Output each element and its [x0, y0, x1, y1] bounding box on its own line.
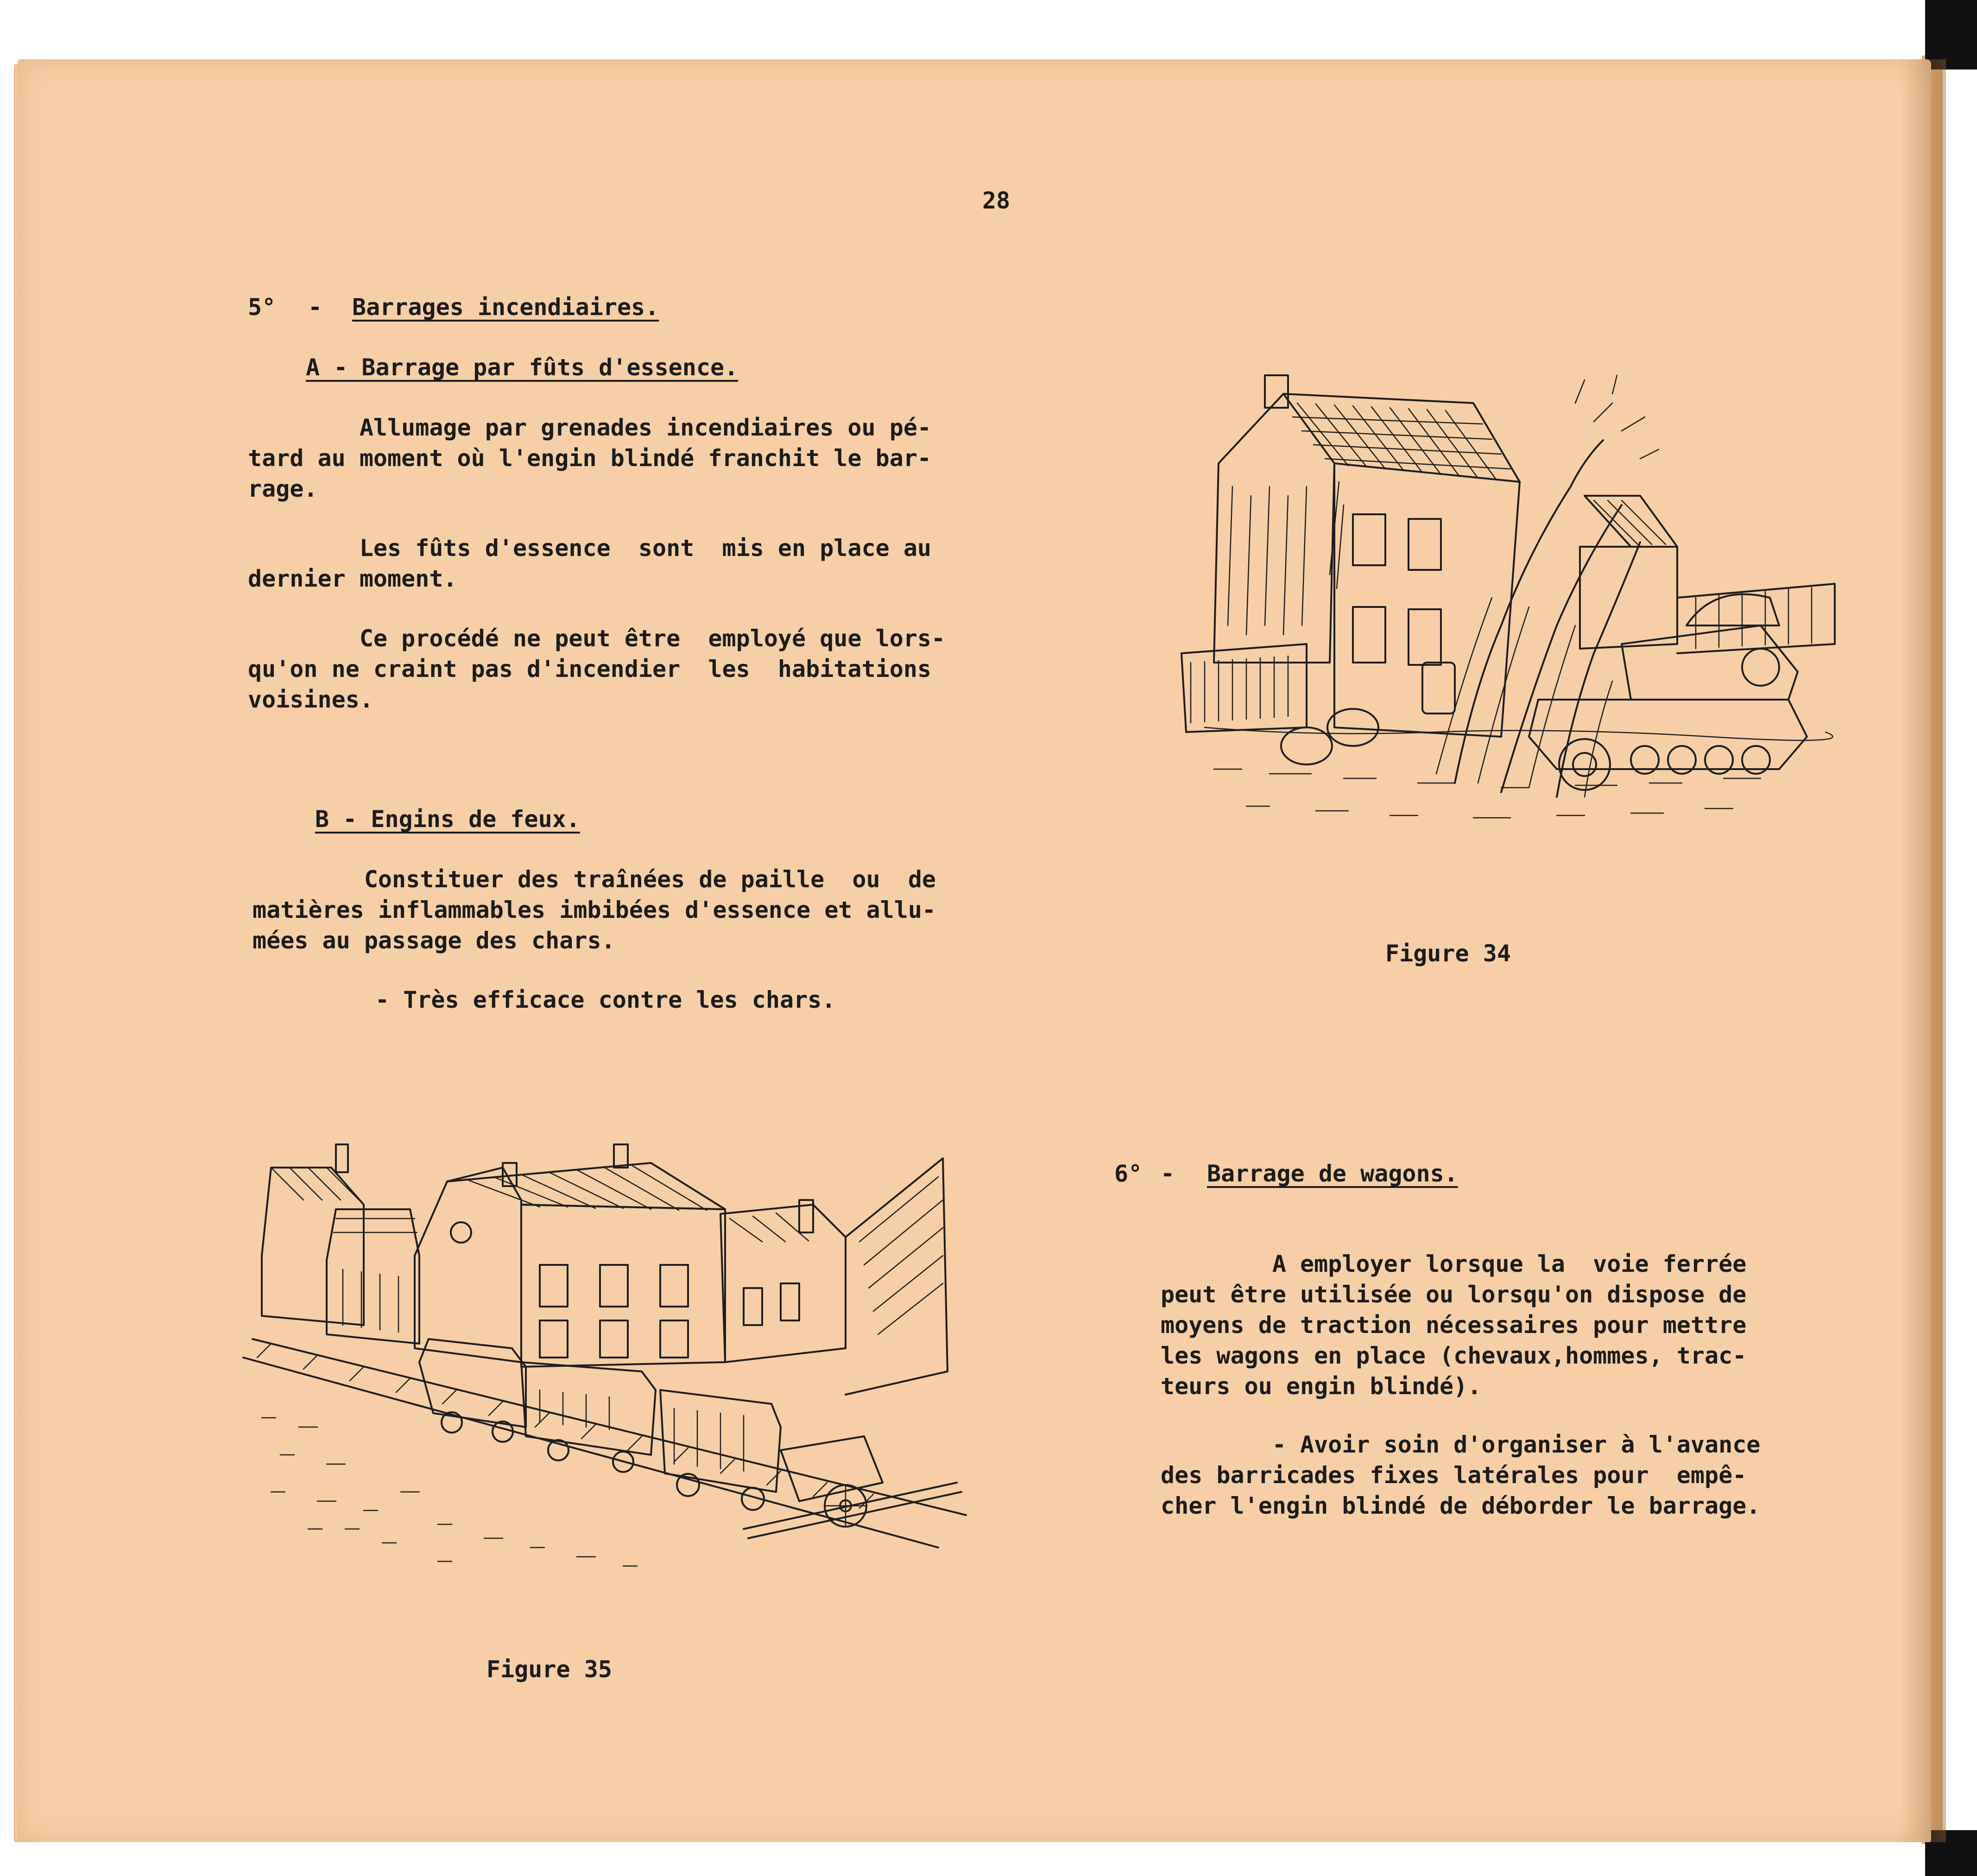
section6-paragraph2 [1161, 1429, 1760, 1521]
window [660, 1265, 688, 1307]
window [540, 1265, 568, 1307]
tank-body [1622, 625, 1798, 700]
wagon-wheel [493, 1421, 513, 1442]
section5-dash: - [308, 294, 322, 321]
window [1409, 609, 1441, 665]
subA-paragraph1 [248, 412, 931, 504]
figure35-illustration [243, 1131, 975, 1585]
house-gable [1214, 394, 1334, 663]
main-facade [521, 1205, 725, 1367]
window [600, 1320, 628, 1358]
section6-number: 6° [1114, 1160, 1143, 1187]
subB-paragraph1 [253, 864, 936, 956]
section6-p1-line: teurs ou engin blindé). [1161, 1373, 1482, 1400]
chimney [614, 1144, 628, 1168]
subA-p3-line: voisines. [248, 686, 373, 713]
subA-p2-line: dernier moment. [248, 565, 457, 592]
window [540, 1320, 568, 1358]
subA-heading: A - Barrage par fûts d'essence. [306, 354, 739, 381]
window [1353, 514, 1385, 565]
outbuilding [1580, 547, 1677, 649]
chimney [1265, 375, 1288, 408]
subB-heading: B - Engins de feux. [315, 806, 580, 833]
gable-wall-right [846, 1158, 947, 1395]
subA-p1-line: tard au moment où l'engin blindé franchit le bar- [248, 445, 932, 472]
window [781, 1283, 799, 1320]
subA-p3-line: qu'on ne craint pas d'incendier les habitations [248, 656, 932, 682]
house-gable [415, 1168, 521, 1362]
tank-wheel [1559, 739, 1610, 790]
barrel [1422, 663, 1455, 714]
subA-p2-line: Les fûts d'essence sont mis en place au [248, 535, 932, 562]
section6-p2-line: cher l'engin blindé de déborder le barrage. [1161, 1492, 1761, 1519]
subA-p1-line: Allumage par grenades incendiaires ou pé- [248, 414, 932, 441]
outbuilding-roof [1585, 496, 1677, 547]
subB-note: - Très efficace contre les chars. [375, 986, 836, 1013]
subA-p1-line: rage. [248, 475, 318, 502]
subB-p1-line: matières inflammables imbibées d'essence et allu- [253, 897, 936, 923]
subA-p3-line: Ce procédé ne peut être employé que lors- [248, 625, 946, 652]
wagon [521, 1362, 656, 1455]
round-window [451, 1222, 471, 1243]
subA-paragraph2 [248, 533, 931, 594]
section5-number: 5° [248, 294, 276, 321]
section6-dash: - [1161, 1160, 1175, 1187]
section6-p1-line: peut être utilisée ou lorsqu'on dispose de [1161, 1281, 1747, 1308]
window [600, 1265, 628, 1307]
figure34-caption: Figure 34 [1385, 940, 1511, 967]
subB-p1-line: Constituer des traînées de paille ou de [253, 866, 936, 893]
tank-hatch [1742, 649, 1779, 686]
subA-paragraph3 [248, 623, 945, 715]
chimney [336, 1144, 348, 1172]
window [660, 1320, 688, 1358]
wagon [419, 1339, 526, 1427]
section6-paragraph1 [1161, 1249, 1746, 1402]
main-roof [447, 1163, 725, 1209]
section6-p1-line: moyens de traction nécessaires pour mettre [1161, 1312, 1747, 1339]
window [1409, 519, 1441, 570]
figure35-caption: Figure 35 [486, 1656, 612, 1683]
section6-p2-line: - Avoir soin d'organiser à l'avance [1161, 1431, 1761, 1458]
section6-p1-line: A employer lorsque la voie ferrée [1161, 1251, 1747, 1277]
section6-title: Barrage de wagons. [1207, 1160, 1458, 1187]
page-fold-shadow [1900, 59, 1946, 1842]
section6-p1-line: les wagons en place (chevaux,hommes, trac- [1161, 1342, 1747, 1369]
figure34-illustration [1177, 366, 1844, 866]
window [744, 1288, 762, 1325]
subA-heading-prefix [306, 352, 738, 383]
page-number: 28 [982, 187, 1011, 214]
house-front [1334, 463, 1520, 737]
window [1353, 607, 1385, 663]
section6-p2-line: des barricades fixes latérales pour empê- [1161, 1462, 1747, 1489]
subB-p1-line: mées au passage des chars. [253, 927, 615, 954]
section5-title: Barrages incendiaires. [352, 294, 659, 321]
